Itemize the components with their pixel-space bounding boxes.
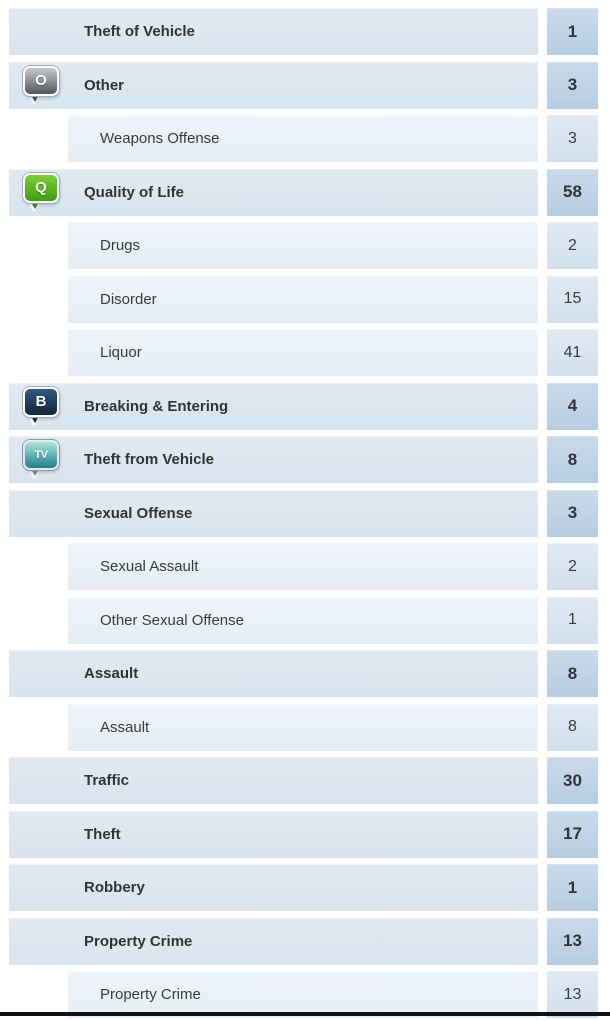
- crime-category-label: Theft from Vehicle: [84, 451, 215, 468]
- row-bar: [9, 8, 538, 55]
- crime-count-badge: 15: [547, 276, 598, 323]
- crime-count-badge: 3: [547, 62, 598, 109]
- crime-category-label: Drugs: [100, 237, 141, 254]
- bottom-border: [0, 1012, 610, 1016]
- bubble-letter: Q: [35, 179, 47, 196]
- crime-count-badge: 1: [547, 8, 598, 55]
- row-bar: [9, 811, 538, 858]
- crime-category-label: Traffic: [84, 772, 130, 789]
- row-bar: [9, 650, 538, 697]
- crime-count-badge: 3: [547, 490, 598, 537]
- crime-count-badge: 8: [547, 436, 598, 483]
- crime-count-badge: 2: [547, 543, 598, 590]
- row-bar: [9, 436, 538, 483]
- crime-count-badge: 4: [547, 383, 598, 430]
- crime-category-label: Assault: [84, 665, 139, 682]
- row-bar: [9, 864, 538, 911]
- crime-row-sexual-assault-sub[interactable]: [68, 543, 598, 590]
- row-bar: [68, 543, 538, 590]
- crime-row-theft-of-vehicle[interactable]: [9, 8, 598, 55]
- bubble-tail: [31, 202, 39, 209]
- bubble-letter: B: [35, 393, 47, 410]
- row-bar: [68, 597, 538, 644]
- crime-category-label: Weapons Offense: [100, 130, 220, 147]
- crime-row-disorder-sub[interactable]: [68, 276, 598, 323]
- breaking-entering-category-bubble-icon: [23, 387, 59, 417]
- crime-row-theft-from-vehicle[interactable]: [9, 436, 598, 483]
- crime-count-badge: 8: [547, 704, 598, 751]
- row-bar: [68, 276, 538, 323]
- crime-row-theft[interactable]: [9, 811, 598, 858]
- crime-category-label: Sexual Assault: [100, 558, 199, 575]
- crime-row-quality-of-life[interactable]: [9, 169, 598, 216]
- other-category-bubble-icon: [23, 66, 59, 96]
- crime-category-label: Robbery: [84, 879, 145, 896]
- crime-category-label: Breaking & Entering: [84, 397, 229, 415]
- crime-count-badge: 1: [547, 864, 598, 911]
- row-bar: [68, 329, 538, 376]
- crime-category-label: Quality of Life: [84, 183, 185, 201]
- crime-count-badge: 17: [547, 811, 598, 858]
- crime-count-badge: 8: [547, 650, 598, 697]
- crime-row-breaking-entering[interactable]: [9, 383, 598, 430]
- crime-count-badge: 13: [547, 971, 598, 1018]
- crime-category-label: Sexual Offense: [84, 504, 193, 522]
- crime-count-badge: 13: [547, 918, 598, 965]
- crime-count-badge: 1: [547, 597, 598, 644]
- crime-category-label: Other: [84, 76, 125, 94]
- row-bar: [9, 383, 538, 430]
- crime-row-other-sexual-offense-sub[interactable]: [68, 597, 598, 644]
- crime-category-label: Theft of Vehicle: [84, 23, 195, 40]
- theft-from-vehicle-category-bubble-icon: [23, 440, 59, 470]
- crime-count-badge: 30: [547, 757, 598, 804]
- quality-of-life-category-bubble-icon: [23, 173, 59, 203]
- crime-row-liquor-sub[interactable]: [68, 329, 598, 376]
- crime-row-traffic[interactable]: [9, 757, 598, 804]
- bubble-letter: TV: [34, 448, 48, 461]
- crime-row-other[interactable]: [9, 62, 598, 109]
- row-bar: [68, 222, 538, 269]
- row-bar: [9, 490, 538, 537]
- row-bar: [9, 918, 538, 965]
- bubble-letter: O: [35, 72, 47, 89]
- row-bar: [9, 169, 538, 216]
- crime-row-sexual-offense[interactable]: [9, 490, 598, 537]
- crime-row-property-crime[interactable]: [9, 918, 598, 965]
- crime-row-drugs-sub[interactable]: [68, 222, 598, 269]
- crime-count-badge: 2: [547, 222, 598, 269]
- crime-category-label: Property Crime: [100, 986, 201, 1003]
- crime-row-assault[interactable]: [9, 650, 598, 697]
- row-bar: [9, 62, 538, 109]
- bubble-tail: [31, 95, 39, 102]
- bubble-tail: [31, 469, 39, 476]
- crime-row-weapons-offense-sub[interactable]: [68, 115, 598, 162]
- crime-category-label: Liquor: [100, 344, 142, 361]
- row-bar: [68, 971, 538, 1018]
- row-bar: [68, 704, 538, 751]
- crime-count-badge: 3: [547, 115, 598, 162]
- bubble-tail: [31, 416, 39, 423]
- crime-row-robbery[interactable]: [9, 864, 598, 911]
- crime-category-label: Other Sexual Offense: [100, 611, 244, 629]
- crime-count-badge: 58: [547, 169, 598, 216]
- crime-category-label: Disorder: [100, 290, 157, 308]
- crime-category-label: Assault: [100, 718, 150, 736]
- row-bar: [9, 757, 538, 804]
- crime-row-property-crime-sub[interactable]: [68, 971, 598, 1018]
- crime-category-label: Theft: [84, 825, 121, 843]
- crime-count-badge: 41: [547, 329, 598, 376]
- crime-row-assault-sub[interactable]: [68, 704, 598, 751]
- row-bar: [68, 115, 538, 162]
- crime-category-label: Property Crime: [84, 932, 193, 950]
